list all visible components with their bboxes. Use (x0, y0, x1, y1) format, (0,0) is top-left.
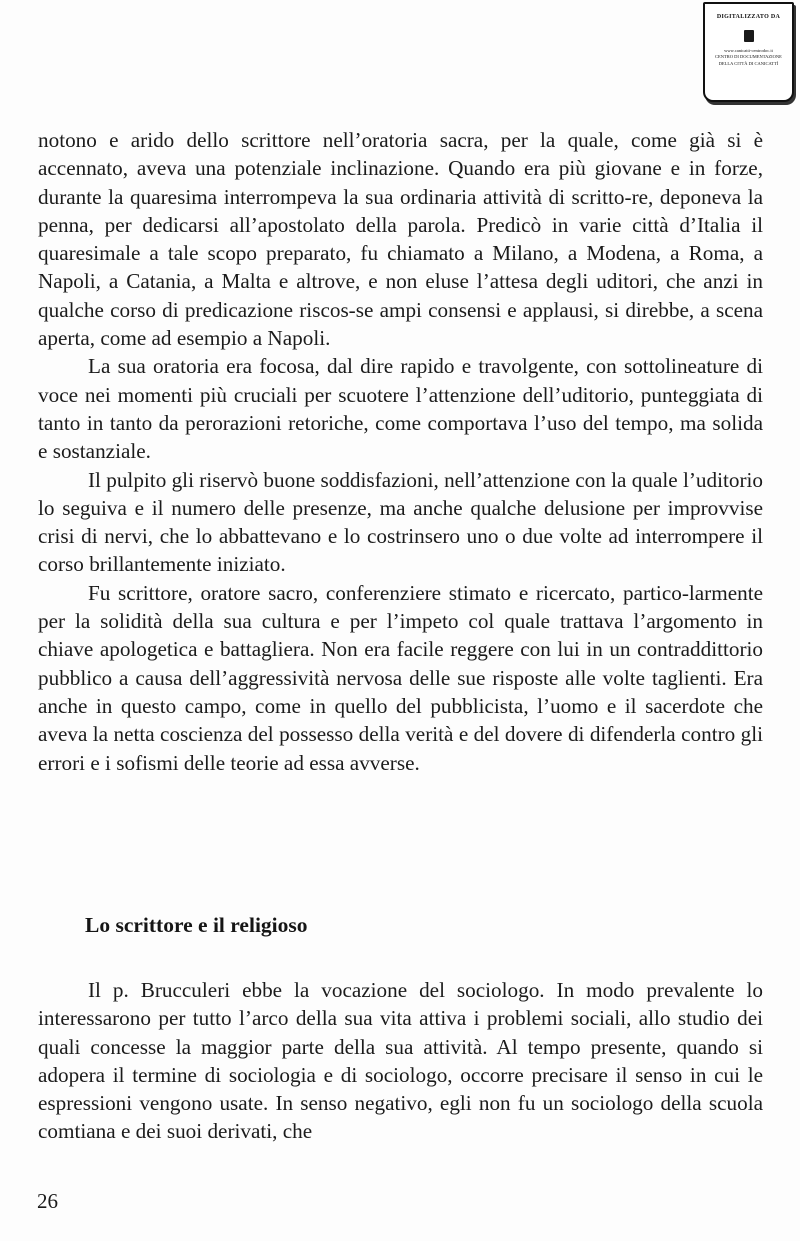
paragraph: notono e arido dello scrittore nell’oratoria sacra, per la quale, come già si è accennato, aveva una potenziale inclinazione. Quando era più giovane e in forze, durante la quaresima interrompeva la sua ordinaria attività di scritto-re, deponeva la penna, per dedicarsi all’apostolato della parola. Predicò in varie città d’Italia il quaresimale a tale scopo preparato, fu chiamato a Milano, a Modena, a Roma, a Napoli, a Catania, a Malta e altrove, e non eluse l’attesa degli uditori, che anzi in qualche corso di predicazione riscos-se ampi consensi e applausi, si direbbe, a scena aperta, come ad esempio a Napoli. (38, 128, 763, 351)
page-number: 26 (37, 1189, 58, 1213)
stamp-top-text: DIGITALIZZATO DA (716, 14, 781, 20)
section-body-text (38, 976, 763, 1146)
paragraph: Il pulpito gli riservò buone soddisfazioni, nell’attenzione con la quale l’uditorio lo seguiva e il numero delle presenze, ma anche qualche delusione per improvvise crisi di nervi, che lo abbattevano e lo costrinsero uno o due volte ad interrompere il corso brillantemente iniziato. (38, 467, 763, 577)
section-heading: Lo scrittore e il religioso (85, 913, 308, 937)
city-crest-icon (744, 30, 754, 42)
stamp-line-1: CENTRO DI DOCUMENTAZIONE (715, 54, 782, 59)
stamp-line-2: DELLA CITTÀ DI CANICATTÌ (718, 61, 779, 66)
body-text (38, 126, 763, 777)
paragraph: Il p. Brucculeri ebbe la vocazione del sociologo. In modo prevalente lo interessarono per tutto l’arco della sua vita attiva i problemi sociali, allo studio dei quali concesse la maggior parte della sua attività. Al tempo presente, quando si adopera il termine di sociologia e di sociologo, occorre precisare il senso in cui le espressioni vengono usate. In senso negativo, egli non fu un sociologo della scuola comtiana e dei suoi derivati, che (38, 978, 763, 1144)
stamp-url: www.canicatti-centrodoc.it (724, 48, 773, 53)
paragraph: La sua oratoria era focosa, dal dire rapido e travolgente, con sottolineature di voce nei momenti più cruciali per scuotere l’attenzione dell’uditorio, punteggiata di tanto in tanto da perorazioni retoriche, come comportava l’uso del tempo, ma solida e sostanziale. (38, 354, 763, 464)
paragraph: Fu scrittore, oratore sacro, conferenziere stimato e ricercato, partico-larmente per la solidità della sua cultura e per l’impeto col quale trattava l’argomento in chiave apologetica e battagliera. Non era facile reggere con lui in un contraddittorio pubblico a causa dell’aggressività nervosa delle sue risposte alle volte taglienti. Era anche in questo campo, come in quello del pubblicista, l’uomo e il sacerdote che aveva la netta coscienza del possesso della verità e del dovere di difenderla contro gli errori e i sofismi delle teorie ad essa avverse. (38, 580, 763, 775)
digitization-stamp (703, 2, 794, 102)
